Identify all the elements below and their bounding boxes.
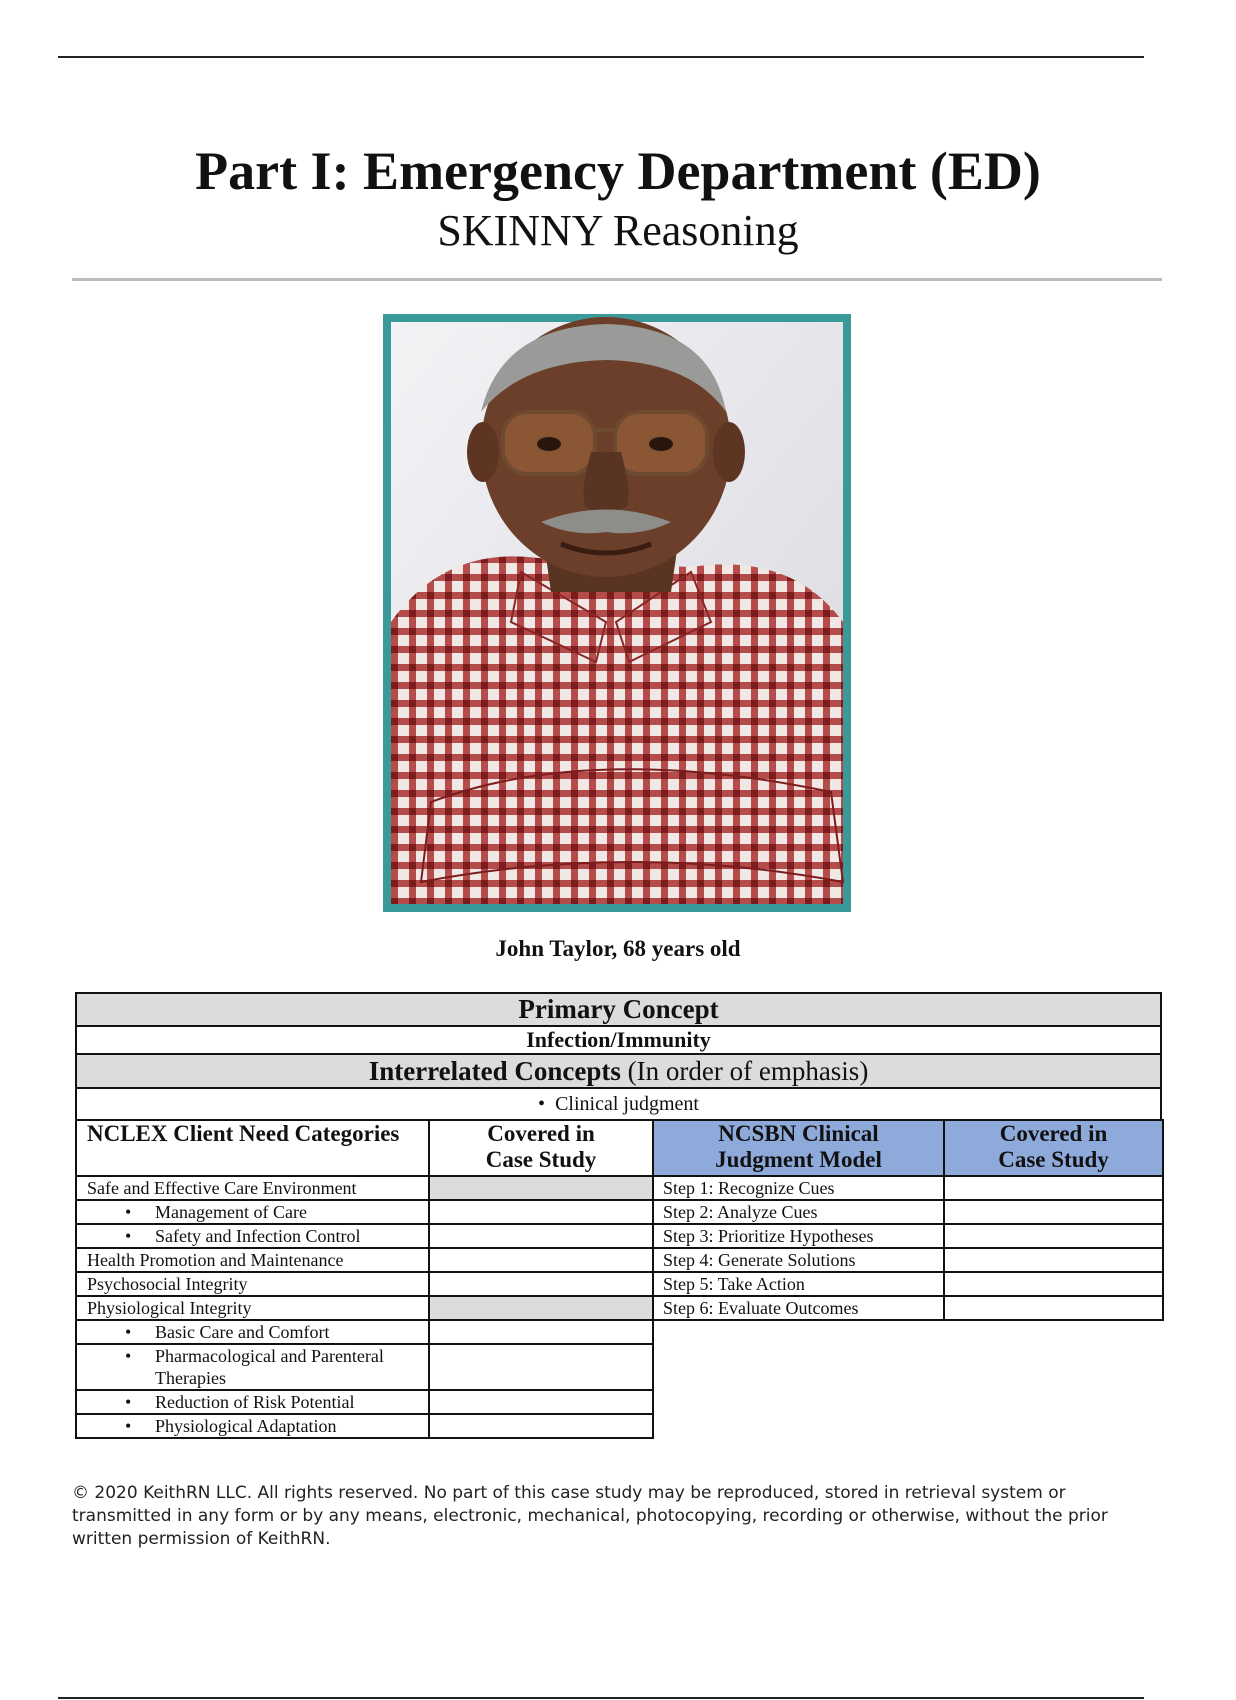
ncsbn-table <box>652 1119 1164 1321</box>
nclex-covered-cell[interactable] <box>429 1176 653 1200</box>
nclex-category-cell <box>76 1344 429 1390</box>
nclex-category-cell <box>76 1272 429 1296</box>
bullet-icon: • <box>125 1392 132 1412</box>
ncsbn-covered-cell[interactable] <box>944 1296 1163 1320</box>
interrelated-concept-item: Clinical judgment <box>555 1092 699 1115</box>
nclex-category-cell <box>76 1414 429 1438</box>
nclex-category-cell <box>76 1176 429 1200</box>
ncsbn-covered-line2: Case Study <box>998 1147 1109 1172</box>
interrelated-concepts-label: Interrelated Concepts <box>368 1055 621 1086</box>
title-divider <box>72 278 1162 281</box>
covered-header-line2: Case Study <box>485 1147 597 1172</box>
ncsbn-covered-header <box>944 1120 1163 1176</box>
nclex-category-cell <box>76 1224 429 1248</box>
ncsbn-rows <box>653 1176 1163 1320</box>
nclex-category-label: Reduction of Risk Potential <box>155 1392 355 1412</box>
nclex-row <box>76 1272 653 1296</box>
page-subtitle: SKINNY Reasoning <box>437 206 799 255</box>
nclex-row <box>76 1248 653 1272</box>
nclex-row <box>76 1344 653 1390</box>
nclex-covered-cell[interactable] <box>429 1224 653 1248</box>
nclex-row <box>76 1414 653 1438</box>
bullet-icon: • <box>125 1416 132 1436</box>
nclex-covered-cell[interactable] <box>429 1390 653 1414</box>
ncsbn-step-label: Step 3: Prioritize Hypotheses <box>653 1224 944 1248</box>
nclex-covered-cell[interactable] <box>429 1320 653 1344</box>
bullet-icon: • <box>538 1092 556 1115</box>
bullet-icon: • <box>125 1202 132 1222</box>
patient-photo <box>383 314 851 912</box>
nclex-category-cell <box>76 1390 429 1414</box>
nclex-covered-cell[interactable] <box>429 1344 653 1390</box>
ncsbn-covered-cell[interactable] <box>944 1176 1163 1200</box>
interrelated-concepts-list <box>76 1088 1161 1120</box>
nclex-covered-header <box>429 1120 653 1176</box>
ncsbn-step-label: Step 2: Analyze Cues <box>653 1200 944 1224</box>
ncsbn-row <box>653 1224 1163 1248</box>
top-rule <box>58 56 1144 58</box>
nclex-covered-cell[interactable] <box>429 1296 653 1320</box>
nclex-category-label: Pharmacological and Parenteral Therapies <box>155 1346 384 1388</box>
ncsbn-row <box>653 1176 1163 1200</box>
covered-header-line1: Covered in <box>487 1121 595 1146</box>
nclex-category-cell <box>76 1200 429 1224</box>
ncsbn-step-label: Step 5: Take Action <box>653 1272 944 1296</box>
patient-photo-illustration <box>391 322 843 904</box>
nclex-rows <box>76 1176 653 1438</box>
nclex-category-label: Health Promotion and Maintenance <box>87 1250 344 1270</box>
bullet-icon: • <box>125 1226 132 1246</box>
interrelated-concepts-heading <box>76 1054 1161 1088</box>
primary-concept-heading: Primary Concept <box>76 993 1161 1026</box>
nclex-category-cell <box>76 1320 429 1344</box>
ncsbn-step-label: Step 1: Recognize Cues <box>653 1176 944 1200</box>
nclex-category-cell <box>76 1248 429 1272</box>
nclex-row <box>76 1200 653 1224</box>
ncsbn-header-line1: NCSBN Clinical <box>718 1121 879 1146</box>
nclex-covered-cell[interactable] <box>429 1414 653 1438</box>
ncsbn-covered-cell[interactable] <box>944 1248 1163 1272</box>
ncsbn-row <box>653 1272 1163 1296</box>
nclex-row <box>76 1176 653 1200</box>
nclex-category-label: Physiological Adaptation <box>155 1416 337 1436</box>
ncsbn-header-line2: Judgment Model <box>715 1147 882 1172</box>
nclex-category-label: Management of Care <box>155 1202 307 1222</box>
ncsbn-step-label: Step 6: Evaluate Outcomes <box>653 1296 944 1320</box>
nclex-covered-cell[interactable] <box>429 1248 653 1272</box>
concepts-table <box>75 992 1162 1121</box>
copyright-footer: © 2020 KeithRN LLC. All rights reserved. No part of this case study may be reproduced, stored in retrieval system or transmitted in any form or by any means, electronic, mechanical, photocopying, recording or otherwise, without the prior written permission of KeithRN. <box>72 1483 1108 1549</box>
nclex-category-label: Basic Care and Comfort <box>155 1322 330 1342</box>
nclex-category-label: Physiological Integrity <box>87 1298 252 1318</box>
nclex-row <box>76 1224 653 1248</box>
interrelated-concepts-note: (In order of emphasis) <box>627 1055 869 1086</box>
nclex-covered-cell[interactable] <box>429 1200 653 1224</box>
nclex-header: NCLEX Client Need Categories <box>76 1120 429 1176</box>
ncsbn-covered-cell[interactable] <box>944 1200 1163 1224</box>
bullet-icon: • <box>125 1322 132 1342</box>
bullet-icon: • <box>125 1346 132 1366</box>
ncsbn-covered-cell[interactable] <box>944 1224 1163 1248</box>
page-title: Part I: Emergency Department (ED) <box>195 141 1041 201</box>
nclex-covered-cell[interactable] <box>429 1272 653 1296</box>
bottom-rule <box>58 1697 1144 1699</box>
nclex-category-label: Safe and Effective Care Environment <box>87 1178 357 1198</box>
ncsbn-row <box>653 1200 1163 1224</box>
nclex-row <box>76 1390 653 1414</box>
ncsbn-covered-line1: Covered in <box>999 1121 1108 1146</box>
primary-concept-value: Infection/Immunity <box>76 1026 1161 1054</box>
ncsbn-row <box>653 1248 1163 1272</box>
nclex-table <box>75 1119 654 1439</box>
nclex-row <box>76 1320 653 1344</box>
patient-caption: John Taylor, 68 years old <box>495 936 741 961</box>
nclex-category-label: Safety and Infection Control <box>155 1226 361 1246</box>
nclex-row <box>76 1296 653 1320</box>
ncsbn-covered-cell[interactable] <box>944 1272 1163 1296</box>
nclex-category-label: Psychosocial Integrity <box>87 1274 248 1294</box>
ncsbn-step-label: Step 4: Generate Solutions <box>653 1248 944 1272</box>
ncsbn-row <box>653 1296 1163 1320</box>
ncsbn-header <box>653 1120 944 1176</box>
nclex-category-cell <box>76 1296 429 1320</box>
